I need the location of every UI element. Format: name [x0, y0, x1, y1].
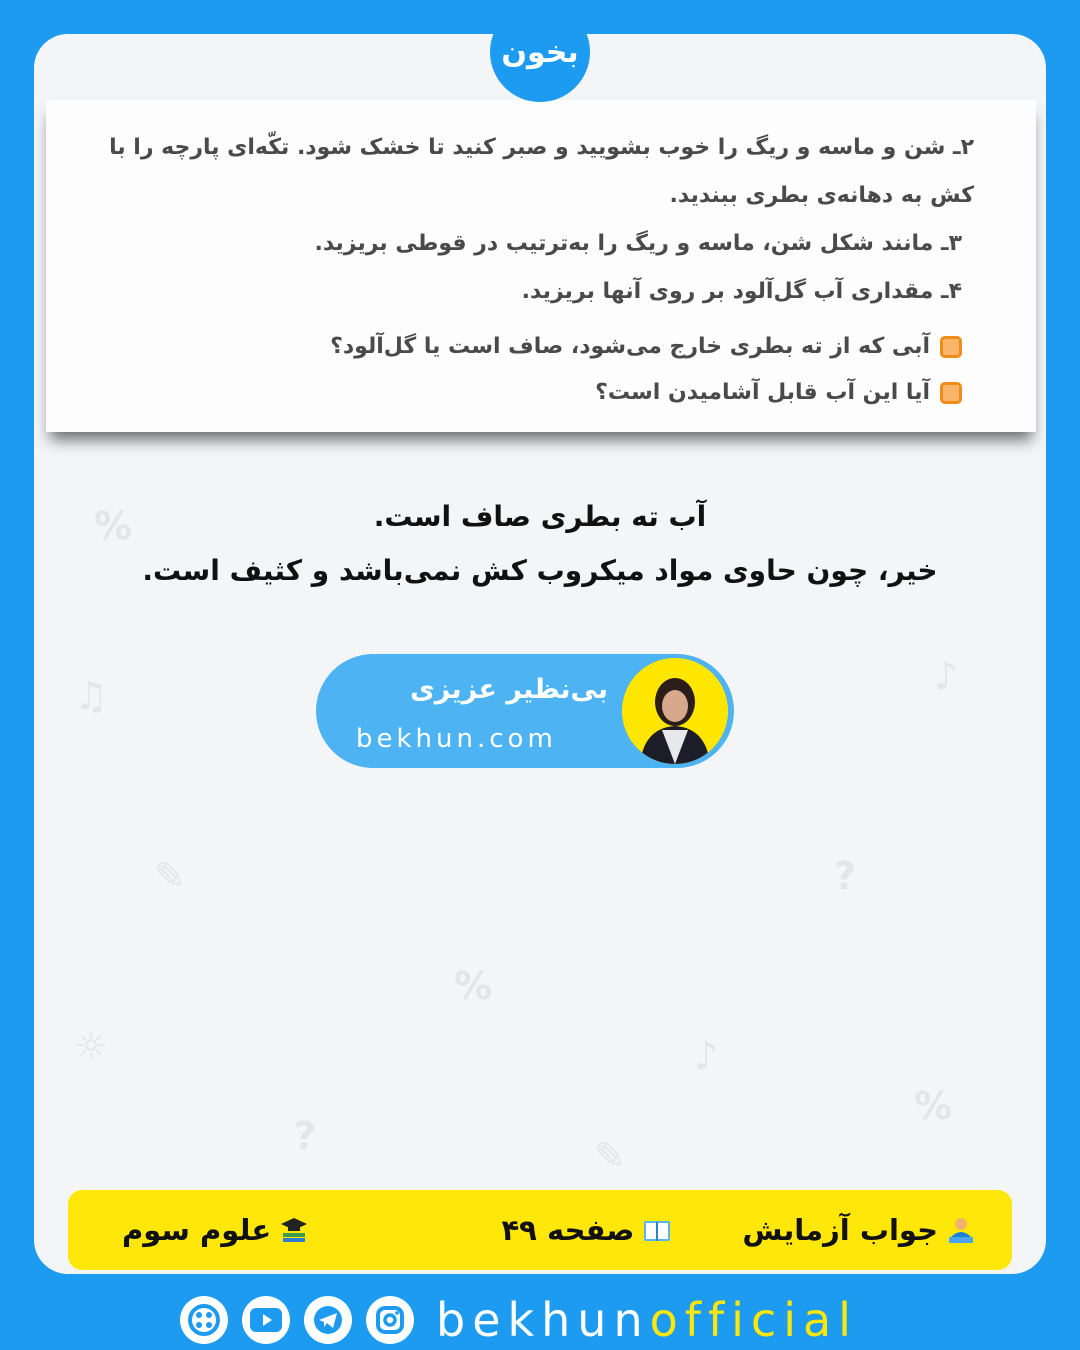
- footer-social: [180, 1290, 858, 1350]
- book-icon: [642, 1215, 672, 1245]
- question-1: [106, 324, 974, 370]
- youtube-icon[interactable]: [242, 1296, 290, 1344]
- question-2: [106, 370, 974, 416]
- brand-logo: [490, 2, 590, 102]
- answer-line-2: خیر، چون حاوی مواد میکروب کش نمی‌باشد و کثیف است.: [142, 554, 938, 587]
- brand-handle-part-1: bekhun: [436, 1293, 650, 1347]
- instagram-icon[interactable]: [366, 1296, 414, 1344]
- info-topic-text: جواب آزمایش: [742, 1213, 938, 1247]
- background-pattern: % ♫ ♪ ✎ ? ☼ % ♪ ? % ✎: [74, 504, 959, 1178]
- question-2-text: آیا این آب قابل آشامیدن است؟: [595, 380, 930, 405]
- question-1-text: آبی که از ته بطری خارج می‌شود، صاف است یا گل‌آلود؟: [330, 334, 930, 359]
- info-page-text: صفحه ۴۹: [501, 1213, 635, 1247]
- info-subject-text: علوم سوم: [122, 1213, 272, 1247]
- teacher-icon: [946, 1215, 976, 1245]
- step-4: ۴ـ مقداری آب گل‌آلود بر روی آنها بریزید.: [521, 279, 962, 304]
- logo-text: بخون: [501, 34, 579, 70]
- aparat-icon[interactable]: [180, 1296, 228, 1344]
- info-subject: [122, 1213, 309, 1247]
- textbook-excerpt: [46, 100, 1036, 432]
- teacher-avatar: [622, 658, 728, 764]
- graduation-cap-icon: [279, 1215, 309, 1245]
- telegram-icon[interactable]: [304, 1296, 352, 1344]
- step-2-line-2: کش به دهانه‌ی بطری ببندید.: [669, 183, 974, 208]
- info-page: [501, 1213, 672, 1247]
- teacher-badge[interactable]: [316, 654, 734, 768]
- teacher-name: بی‌نظیر عزیزی: [409, 674, 608, 705]
- step-2-line-1: ۲ـ شن و ماسه و ریگ را خوب بشویید و صبر کنید تا خشک شود. تکّه‌ای پارچه را با: [109, 135, 974, 160]
- answer-line-1: آب ته بطری صاف است.: [373, 500, 707, 533]
- brand-handle-part-2: official: [649, 1293, 858, 1347]
- brand-handle[interactable]: [436, 1293, 858, 1347]
- question-bullet-icon: [940, 382, 962, 404]
- question-bullet-icon: [940, 336, 962, 358]
- teacher-website[interactable]: bekhun.com: [356, 724, 557, 754]
- answer-text: [60, 490, 1020, 598]
- info-bar: [68, 1190, 1012, 1270]
- step-3: ۳ـ مانند شکل شن، ماسه و ریگ را به‌ترتیب در قوطی بریزید.: [314, 231, 962, 256]
- info-topic: [742, 1213, 976, 1247]
